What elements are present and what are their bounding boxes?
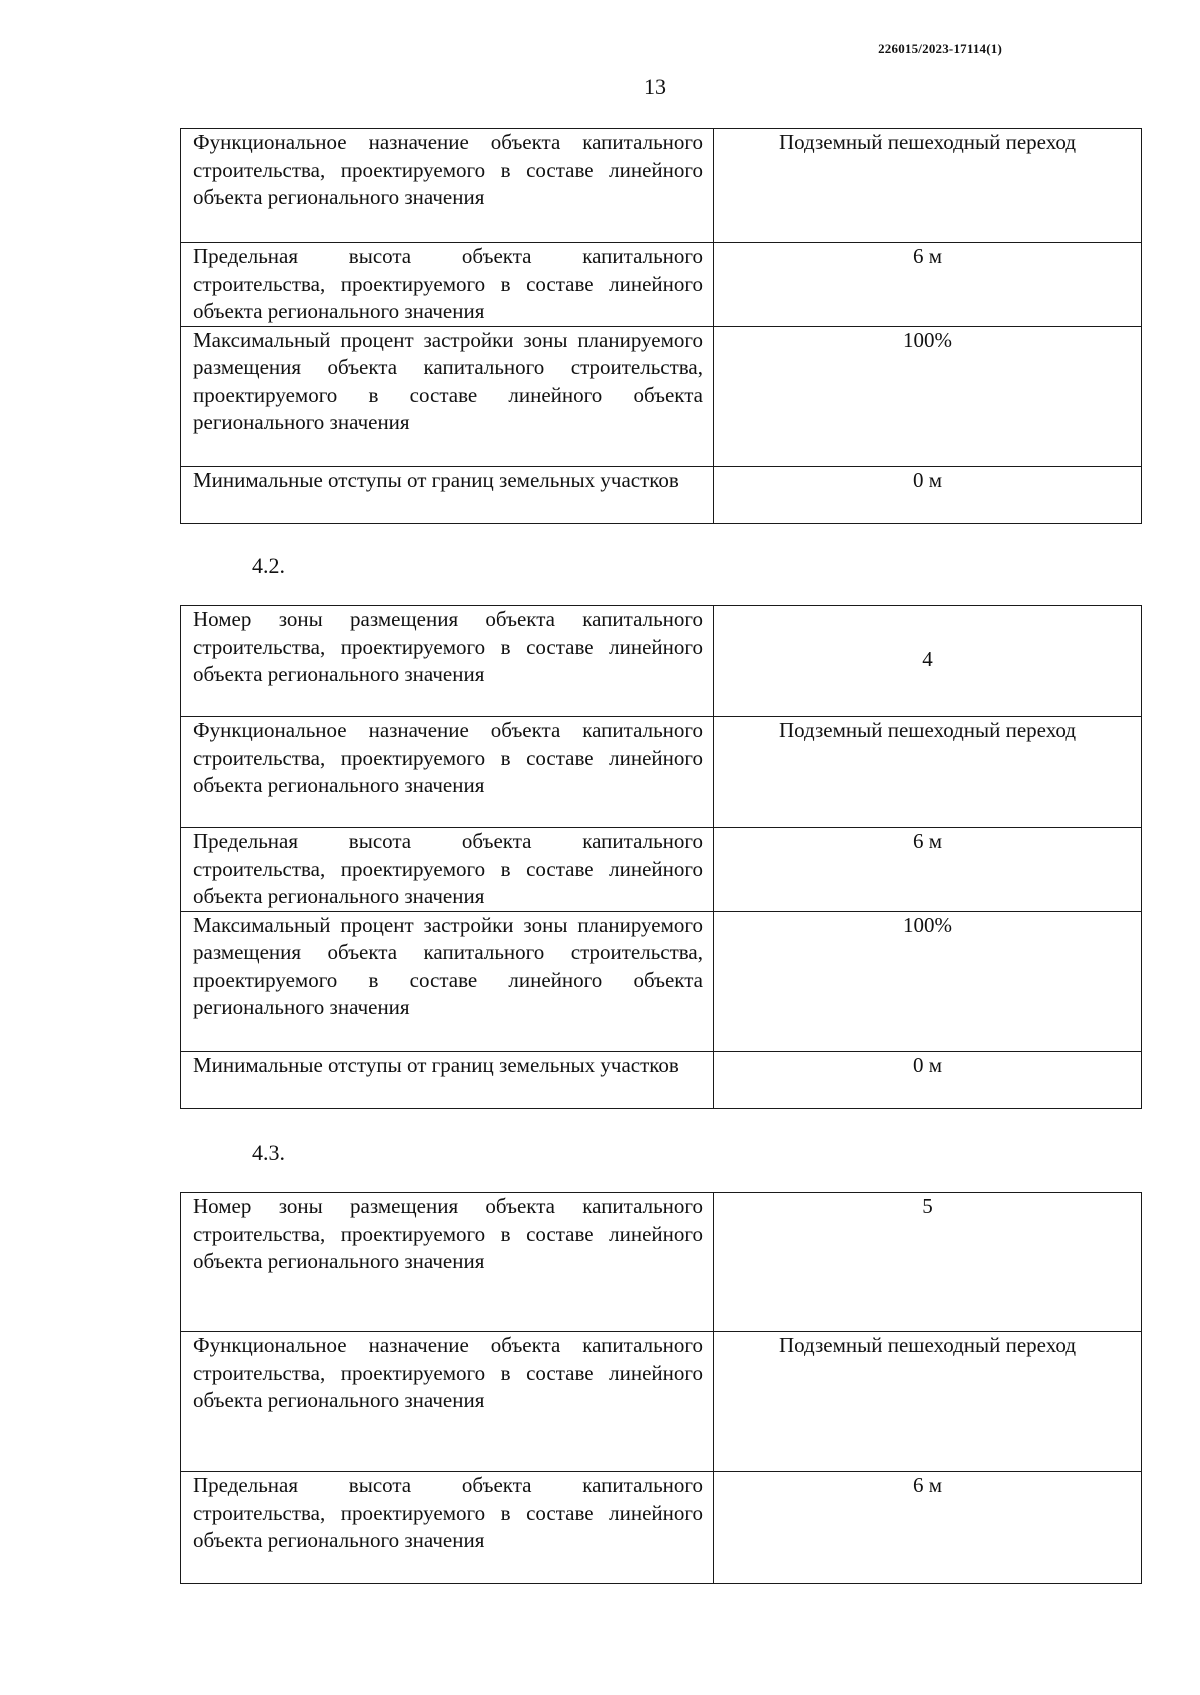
row-value: 100% <box>714 911 1142 1051</box>
params-table-2 <box>180 605 1142 1109</box>
table-row <box>181 1193 1142 1332</box>
page-number: 13 <box>644 74 666 99</box>
table-row <box>181 911 1142 1051</box>
row-label: Предельная высота объекта капитального строительства, проектируемого в составе линейного объекта регионального значения <box>181 243 714 327</box>
table-row <box>181 1051 1142 1108</box>
row-label: Максимальный процент застройки зоны планируемого размещения объекта капитального строительства, проектируемого в составе линейного объекта регионального значения <box>181 911 714 1051</box>
section-number: 4.2. <box>252 553 285 578</box>
row-value: 5 <box>714 1193 1142 1332</box>
row-label: Функциональное назначение объекта капитального строительства, проектируемого в составе линейного объекта регионального значения <box>181 717 714 828</box>
row-label: Минимальные отступы от границ земельных участков <box>181 1051 714 1108</box>
document-number: 226015/2023-17114(1) <box>878 41 1002 56</box>
row-value: 100% <box>714 326 1142 466</box>
table-row <box>181 466 1142 523</box>
table-row <box>181 326 1142 466</box>
row-label: Предельная высота объекта капитального строительства, проектируемого в составе линейного объекта регионального значения <box>181 828 714 912</box>
row-value: 6 м <box>714 1472 1142 1584</box>
row-value: 0 м <box>714 1051 1142 1108</box>
row-value: Подземный пешеходный переход <box>714 717 1142 828</box>
section-number: 4.3. <box>252 1140 285 1165</box>
row-label: Функциональное назначение объекта капитального строительства, проектируемого в составе линейного объекта регионального значения <box>181 1332 714 1472</box>
row-value: Подземный пешеходный переход <box>714 1332 1142 1472</box>
table-row <box>181 717 1142 828</box>
row-label: Номер зоны размещения объекта капитального строительства, проектируемого в составе линейного объекта регионального значения <box>181 606 714 717</box>
params-table-3 <box>180 1192 1142 1584</box>
table-row <box>181 1332 1142 1472</box>
table-row <box>181 129 1142 243</box>
table-row <box>181 828 1142 912</box>
row-value: 0 м <box>714 466 1142 523</box>
row-label: Минимальные отступы от границ земельных участков <box>181 466 714 523</box>
row-value: 6 м <box>714 243 1142 327</box>
table-row <box>181 243 1142 327</box>
table-row <box>181 1472 1142 1584</box>
params-table-1 <box>180 128 1142 524</box>
row-value: Подземный пешеходный переход <box>714 129 1142 243</box>
row-label: Максимальный процент застройки зоны планируемого размещения объекта капитального строительства, проектируемого в составе линейного объекта регионального значения <box>181 326 714 466</box>
row-label: Функциональное назначение объекта капитального строительства, проектируемого в составе линейного объекта регионального значения <box>181 129 714 243</box>
row-value: 4 <box>714 606 1142 717</box>
row-label: Номер зоны размещения объекта капитального строительства, проектируемого в составе линейного объекта регионального значения <box>181 1193 714 1332</box>
table-row <box>181 606 1142 717</box>
row-label: Предельная высота объекта капитального строительства, проектируемого в составе линейного объекта регионального значения <box>181 1472 714 1584</box>
row-value: 6 м <box>714 828 1142 912</box>
